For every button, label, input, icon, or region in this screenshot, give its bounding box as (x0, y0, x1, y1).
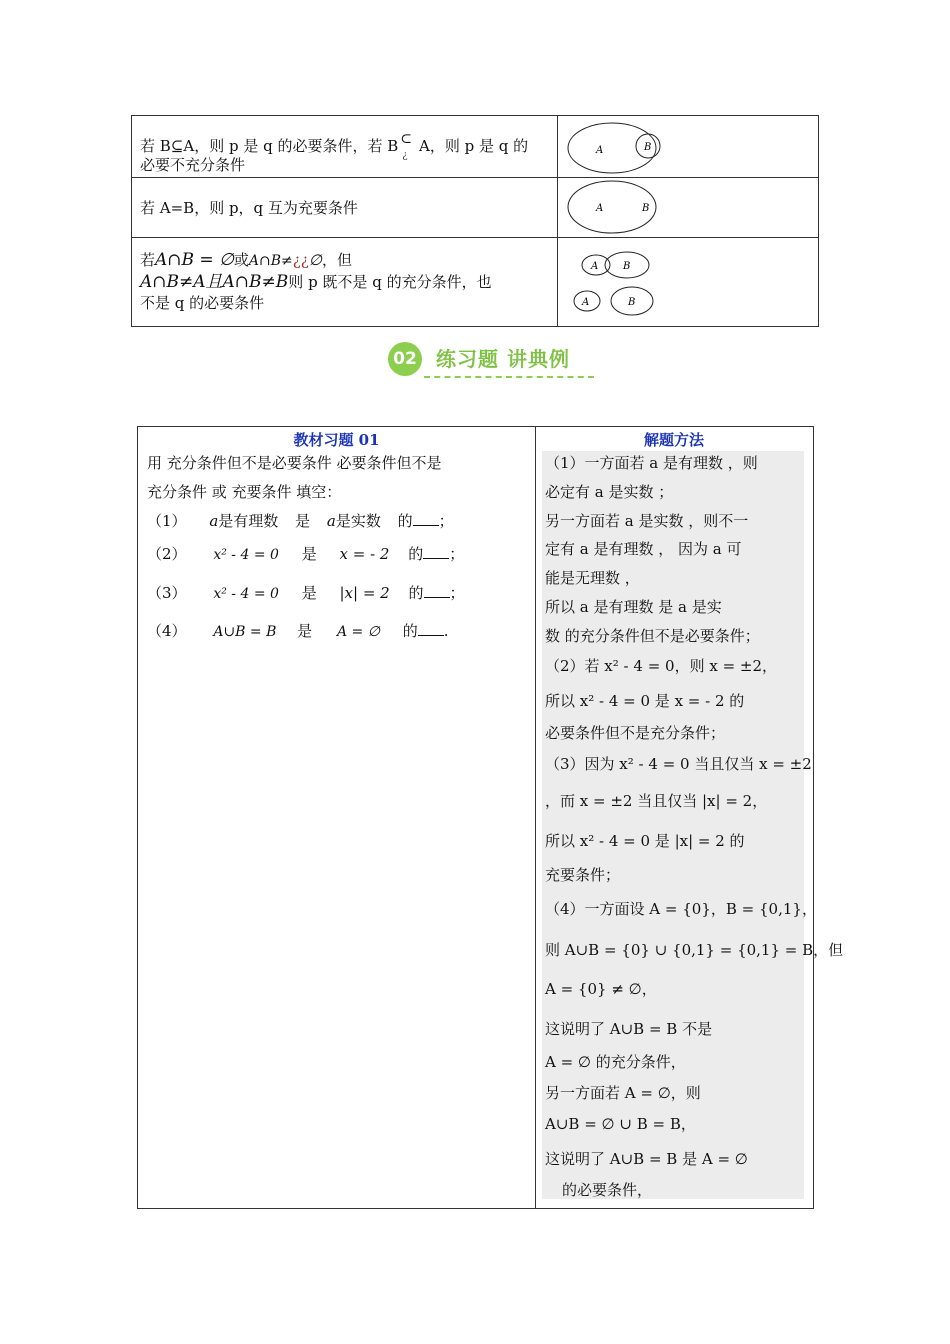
solution-line: A = ∅ 的充分条件， (545, 1053, 686, 1071)
solution-line: 这说明了 A∪B = B 不是 (545, 1020, 713, 1038)
solution-line: 定有 a 是有理数 ， 因为 a 可 (545, 540, 742, 558)
venn-cell-subset (558, 116, 818, 177)
section-number-badge: 02 (388, 342, 422, 376)
venn-cell-equal (558, 178, 818, 237)
exercise-intro-line-1: 用 充分条件但不是必要条件 必要条件但不是 (147, 454, 442, 472)
solution-line: 能是无理数 ， (545, 569, 640, 587)
answer-blank-4[interactable] (418, 621, 444, 636)
solution-line: 另一方面若 a 是实数 ，则不一 (545, 512, 749, 530)
solution-line: （4）一方面设 A = {0}，B = {0,1}， (545, 900, 817, 918)
solution-line: 所以 x² - 4 = 0 是 x = - 2 的 (545, 692, 745, 710)
svg-text:B: B (628, 297, 636, 308)
svg-text:B: B (623, 261, 631, 272)
svg-text:A: A (596, 203, 604, 214)
svg-text:A: A (582, 297, 590, 308)
venn-overlap-disjoint (566, 238, 666, 326)
answer-blank-2[interactable] (423, 544, 449, 559)
svg-text:A: A (596, 145, 604, 156)
section-title: 练习题 讲典例 (436, 347, 570, 371)
exercise-item-1: （1） a是有理数 是 a是实数 的 ； (147, 512, 454, 530)
solution-line: 的必要条件， (562, 1181, 653, 1199)
exercise-item-2: （2） x² - 4 = 0 是 x = - 2 的 ； (147, 545, 465, 563)
venn-cell-neither (558, 238, 818, 326)
concept-text-neither: 若A∩B = ∅或A∩B≠¿¿∅，但 A∩B≠A且A∩B≠B则 p 既不是 q 的充分条件，也 不是 q 的必要条件 (132, 238, 558, 326)
solution-line: （1）一方面若 a 是有理数 ，则 (545, 454, 758, 472)
solution-header: 解题方法 (643, 431, 704, 449)
svg-text:B: B (642, 203, 650, 214)
exercise-item-3: （3） x² - 4 = 0 是 |x| = 2 的 ； (147, 584, 465, 602)
answer-blank-1[interactable] (413, 511, 439, 526)
solution-line: A = {0} ≠ ∅， (545, 980, 657, 998)
solution-line: 另一方面若 A = ∅，则 (545, 1084, 701, 1102)
exercise-intro-line-2: 充分条件 或 充要条件 填空： (147, 483, 342, 501)
concept-table (131, 115, 819, 327)
solution-line: 所以 a 是有理数 是 a 是实 (545, 598, 722, 616)
concept-text-subset: 若 B⊆A，则 p 是 q 的必要条件，若 B ⊂ ¿ A，则 p 是 q 的 必要不充分条件 (132, 116, 558, 177)
svg-text:B: B (644, 142, 652, 153)
solution-line: 必定有 a 是实数 ； (545, 483, 674, 501)
exercise-item-4: （4） A∪B = B 是 A = ∅ 的 . (147, 622, 449, 640)
solution-line: 所以 x² - 4 = 0 是 |x| = 2 的 (545, 832, 745, 850)
concept-row-neither (132, 238, 818, 326)
concept-row-subset (132, 116, 818, 178)
solution-line: A∪B = ∅ ∪ B = B， (545, 1115, 696, 1133)
svg-text:A: A (591, 261, 599, 272)
column-divider (535, 427, 536, 1208)
concept-row-equal (132, 178, 818, 238)
venn-equal (566, 178, 666, 238)
banner-dash-divider (424, 376, 594, 378)
section-banner (380, 336, 600, 384)
exercise-table (137, 426, 844, 1209)
solution-line: （2）若 x² - 4 = 0，则 x = ±2， (545, 657, 778, 675)
solution-line: （3）因为 x² - 4 = 0 当且仅当 x = ±2 (545, 755, 812, 773)
solution-line: 这说明了 A∪B = B 是 A = ∅ (545, 1150, 748, 1168)
solution-line: ，而 x = ±2 当且仅当 |x| = 2， (545, 792, 768, 810)
concept-text-equal: 若 A=B，则 p，q 互为充要条件 (132, 178, 558, 237)
answer-blank-3[interactable] (424, 583, 450, 598)
venn-subset (566, 116, 666, 178)
solution-line: 充要条件； (545, 866, 621, 884)
solution-line: 则 A∪B = {0} ∪ {0,1} = {0,1} = B，但 (545, 941, 844, 959)
solution-line: 必要条件但不是充分条件； (545, 724, 726, 742)
exercise-header: 教材习题 01 (293, 431, 380, 449)
solution-line: 数 的充分条件但不是必要条件； (545, 627, 760, 645)
